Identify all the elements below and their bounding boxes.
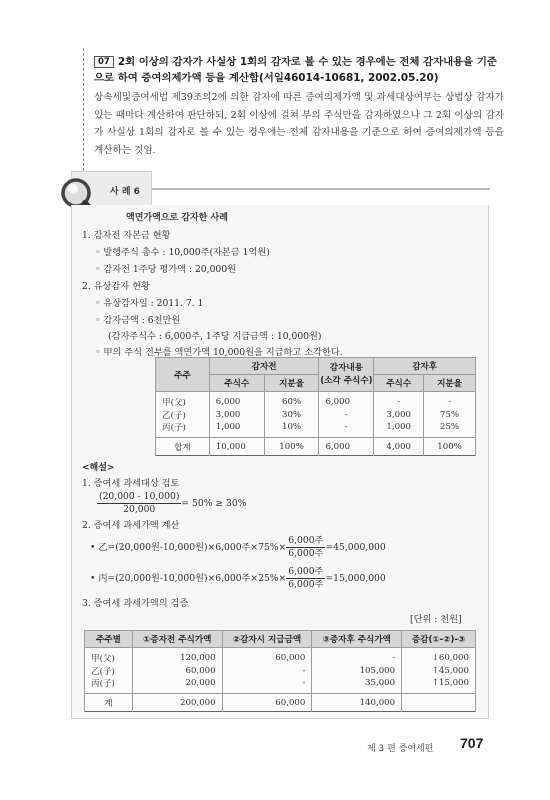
cell-name: 乙(子) bbox=[156, 408, 210, 421]
verification-table bbox=[84, 630, 476, 712]
cell-total-change bbox=[402, 694, 476, 712]
cell-total-label: 합계 bbox=[156, 438, 210, 456]
formula-byeong-tail: =15,000,000 bbox=[325, 573, 386, 584]
cell-change: ↓60,000 bbox=[402, 648, 476, 665]
section-07-heading-text: 2회 이상의 감자가 사실상 1회의 감자로 볼 수 있는 경우에는 전체 감자내용을 기준으로 하여 증여의제가액 등을 계산함(서일46014-10681, 2002.05.20) bbox=[94, 56, 497, 84]
case-title: 액면가액으로 감자한 사례 bbox=[126, 213, 228, 223]
case-line-5: ◦ 유상감자일 : 2011. 7. 1 bbox=[95, 298, 204, 309]
cell-total-before-ratio: 100% bbox=[264, 438, 319, 456]
th-after: 감자후 bbox=[374, 358, 476, 375]
cell-before-shares: 3,000 bbox=[209, 408, 264, 421]
cell-before-ratio: 60% bbox=[264, 392, 319, 409]
formula-eul bbox=[90, 535, 386, 560]
cell-before-shares: 6,000 bbox=[209, 392, 264, 409]
formula-byeong bbox=[90, 566, 386, 591]
formula-byeong-numerator: 6,000주 bbox=[288, 566, 324, 577]
table-row bbox=[85, 648, 476, 665]
th-after-shares: 주식수 bbox=[374, 375, 424, 392]
case-line-1: 1. 감자전 자본금 현황 bbox=[82, 230, 171, 241]
capital-reduction-table bbox=[155, 357, 476, 456]
th-before: 감자전 bbox=[209, 358, 319, 375]
cell-total-label: 계 bbox=[85, 694, 133, 712]
th-before-ratio: 지분율 bbox=[264, 375, 319, 392]
footer-section-label: 제 3 편 증여세편 bbox=[367, 744, 434, 754]
case-tab-label: 사 례 6 bbox=[110, 187, 140, 197]
th-value-after: ③증자후 주식가액 bbox=[312, 631, 402, 648]
formula-ratio-numerator: (20,000 - 10,000) bbox=[99, 491, 180, 502]
cell-total-after-shares: 4,000 bbox=[374, 438, 424, 456]
cell-value-before: 120,000 bbox=[132, 648, 222, 665]
cell-after-ratio: - bbox=[424, 392, 476, 409]
cell-before-ratio: 10% bbox=[264, 421, 319, 438]
cell-value-after: - bbox=[312, 648, 402, 665]
th-value-before: ①증자전 주식가액 bbox=[132, 631, 222, 648]
solution-line-1: 1. 증여세 과세대상 검토 bbox=[82, 478, 180, 489]
table-total-row bbox=[85, 694, 476, 712]
table-row bbox=[156, 392, 476, 409]
section-07-body: 상속세및증여세법 제39조의2에 의한 감자에 따른 증여의제가액 및 과세대상여부는 상법상 감자가 있는 때마다 계산하여 판단하되, 2회 이상에 걸쳐 부의 주식만을 감자하였으나 그 2회 이상의 감자가 사실상 1회의 감자로 볼 수 있는 경우에는 전체 감자내용을 기준으로 하여 증여의제가액 등을 계산하는 것임. bbox=[94, 92, 504, 156]
cell-total-reduction: 6,000 bbox=[319, 438, 374, 456]
case-line-6: ◦ 감자금액 : 6천만원 bbox=[95, 315, 181, 326]
cell-after-shares: 3,000 bbox=[374, 408, 424, 421]
case-line-3: ◦ 감자전 1주당 평가액 : 20,000원 bbox=[95, 264, 236, 275]
formula-eul-tail: =45,000,000 bbox=[325, 542, 386, 553]
cell-name: 乙(子) bbox=[85, 664, 133, 677]
case-line-4: 2. 유상감자 현황 bbox=[82, 281, 150, 292]
formula-eul-numerator: 6,000주 bbox=[288, 535, 324, 546]
th-by-shareholder: 주주별 bbox=[85, 631, 133, 648]
section-number-badge: 07 bbox=[94, 56, 114, 68]
cell-value-before: 20,000 bbox=[132, 677, 222, 694]
cell-reduction: 6,000 bbox=[319, 392, 374, 409]
solution-line-2: 2. 증여세 과세가액 계산 bbox=[82, 520, 180, 531]
th-reduction: 감자내용 (소각 주식수) bbox=[319, 358, 374, 392]
solution-heading: <해설> bbox=[82, 463, 115, 473]
formula-ratio bbox=[97, 491, 246, 516]
cell-after-shares: - bbox=[374, 392, 424, 409]
cell-change: ↑15,000 bbox=[402, 677, 476, 694]
th-shareholder: 주주 bbox=[156, 358, 210, 392]
cell-total-after-ratio: 100% bbox=[424, 438, 476, 456]
table-row bbox=[156, 408, 476, 421]
cell-total-value-after: 140,000 bbox=[312, 694, 402, 712]
cell-reduction: - bbox=[319, 421, 374, 438]
table-total-row bbox=[156, 438, 476, 456]
th-before-shares: 주식수 bbox=[209, 375, 264, 392]
cell-payment: - bbox=[222, 664, 312, 677]
cell-value-after: 105,000 bbox=[312, 664, 402, 677]
formula-byeong-head: • 丙=(20,000원-10,000원)×6,000주×25%× bbox=[90, 573, 287, 584]
table-row bbox=[156, 421, 476, 438]
cell-after-ratio: 75% bbox=[424, 408, 476, 421]
cell-name: 甲(父) bbox=[85, 648, 133, 665]
cell-before-ratio: 30% bbox=[264, 408, 319, 421]
cell-total-value-before: 200,000 bbox=[132, 694, 222, 712]
cell-value-before: 60,000 bbox=[132, 664, 222, 677]
section-07 bbox=[94, 54, 504, 159]
table-row bbox=[85, 677, 476, 694]
formula-ratio-denominator: 20,000 bbox=[123, 504, 156, 515]
cell-name: 甲(父) bbox=[156, 392, 210, 409]
cell-reduction: - bbox=[319, 408, 374, 421]
formula-ratio-tail: = 50% ≥ 30% bbox=[181, 498, 247, 509]
cell-value-after: 35,000 bbox=[312, 677, 402, 694]
th-change: 증감(①-②)-③ bbox=[402, 631, 476, 648]
th-payment: ②감자시 지급금액 bbox=[222, 631, 312, 648]
formula-eul-denominator: 6,000주 bbox=[288, 548, 324, 559]
case-header-rule bbox=[152, 188, 490, 190]
cell-payment: - bbox=[222, 677, 312, 694]
cell-total-before-shares: 10,000 bbox=[209, 438, 264, 456]
th-after-ratio: 지분율 bbox=[424, 375, 476, 392]
section-margin-rule bbox=[83, 48, 87, 176]
formula-eul-head: • 乙=(20,000원-10,000원)×6,000주×75%× bbox=[90, 542, 287, 553]
cell-total-payment: 60,000 bbox=[222, 694, 312, 712]
case-line-7: (감자주식수 : 6,000주, 1주당 지급금액 : 10,000원) bbox=[108, 331, 322, 342]
section-07-heading bbox=[94, 54, 504, 86]
formula-byeong-denominator: 6,000주 bbox=[288, 579, 324, 590]
case-line-8: ◦ 甲의 주식 전부를 액면가액 10,000원을 지급하고 소각한다. bbox=[95, 347, 343, 358]
cell-before-shares: 1,000 bbox=[209, 421, 264, 438]
solution-line-3: 3. 증여세 과세가액의 검증 bbox=[82, 598, 189, 609]
case-line-2: ◦ 발행주식 총수 : 10,000주(자본금 1억원) bbox=[95, 247, 270, 258]
cell-after-ratio: 25% bbox=[424, 421, 476, 438]
page-number: 707 bbox=[460, 735, 484, 751]
cell-payment: 60,000 bbox=[222, 648, 312, 665]
unit-label: [단위 : 천원] bbox=[410, 614, 462, 625]
cell-after-shares: 1,000 bbox=[374, 421, 424, 438]
table-row bbox=[85, 664, 476, 677]
cell-change: ↑45,000 bbox=[402, 664, 476, 677]
cell-name: 丙(子) bbox=[156, 421, 210, 438]
cell-name: 丙(子) bbox=[85, 677, 133, 694]
